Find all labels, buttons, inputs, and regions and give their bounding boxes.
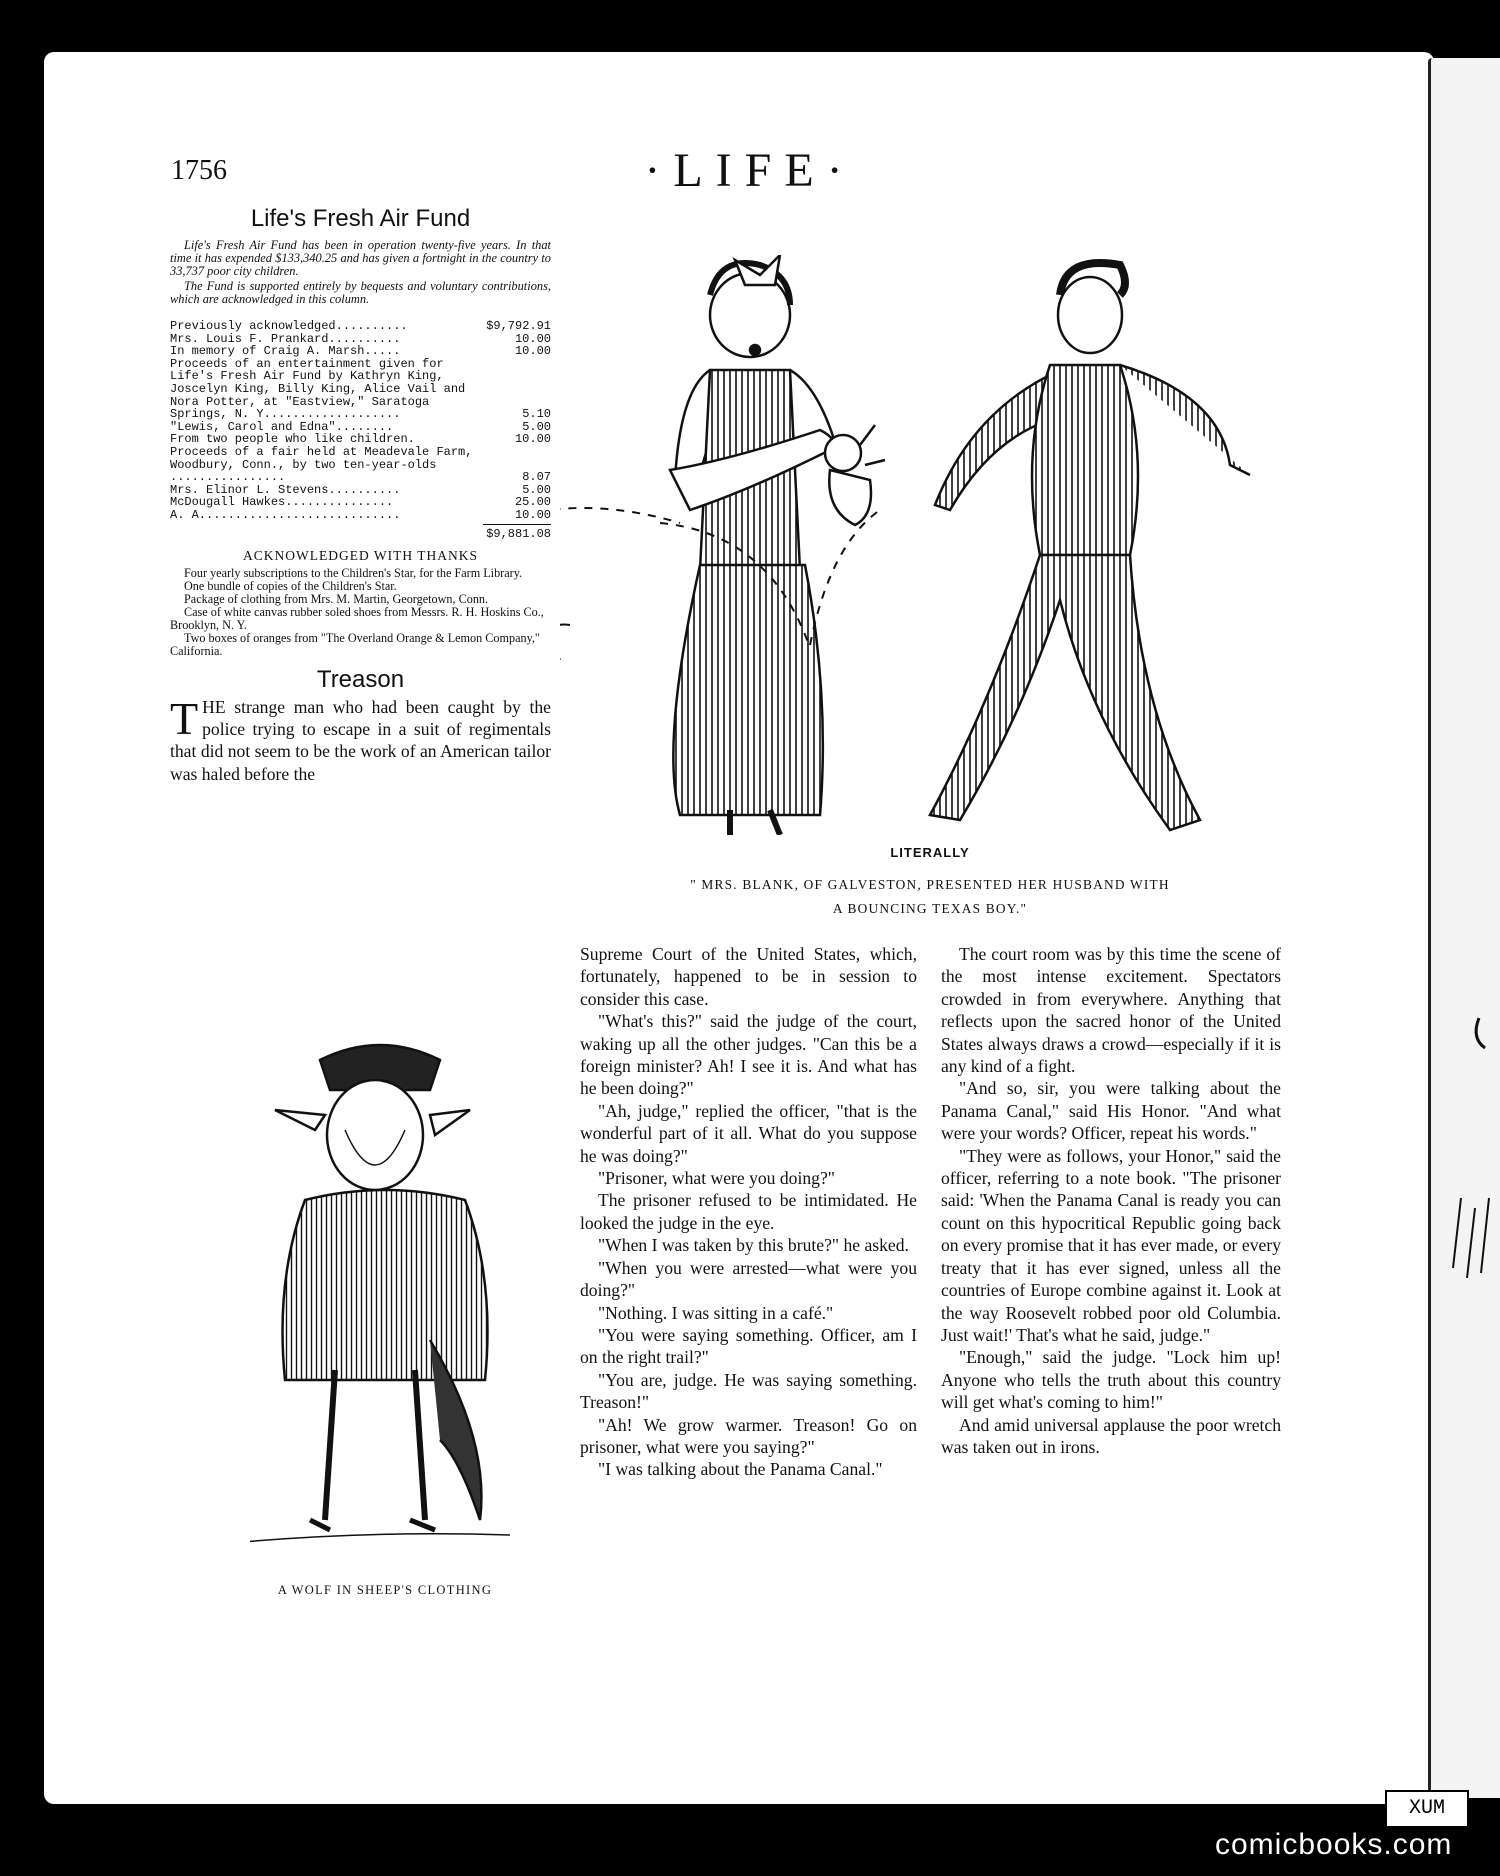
ledger-row: Mrs. Louis F. Prankard.......... 10.00 — [170, 331, 551, 346]
fresh-air-fund-heading: Life's Fresh Air Fund — [250, 205, 471, 232]
treason-heading: Treason — [316, 665, 405, 693]
left-column — [170, 205, 551, 785]
paragraph: "Nothing. I was sitting in a café." — [598, 1302, 834, 1323]
paragraph: "They were as follows, your Honor," said the officer, referring to a note book. "The prisoner said: 'When the Panama Canal is ready you can count on this hypocritical Republic going back on every promise that it has ever made, or every treaty that it has ever signed, unless all the countries of Europe combine against it. Look at the way Roosevelt robbed poor old Columbia. Just wait!' That's what he said, judge." — [941, 1145, 1281, 1345]
paragraph: "And so, sir, you were talking about the Panama Canal," said His Honor. "And what were your words? Officer, repeat his words." — [941, 1078, 1281, 1144]
paragraph: "I was talking about the Panama Canal." — [598, 1459, 883, 1480]
ledger-row: Proceeds of a fair held at Meadevale Farm, Woodbury, Conn., by two ten-year-olds ................ 8.07 — [170, 445, 551, 485]
ledger-row: A. A............................ 10.00 — [170, 507, 551, 522]
drop-cap: T — [170, 692, 199, 744]
paragraph: "You were saying something. Officer, am I on the right trail?" — [580, 1324, 917, 1368]
paragraph: The court room was by this time the scene of the most intense excitement. Spectators crowded in from everywhere. Anything that reflects upon the sacred honor of the United States always draws a crowd—especially if it is any kind of a fight. — [941, 944, 1281, 1077]
adjacent-page-edge — [1428, 58, 1500, 1798]
ledger-row: Previously acknowledged.......... $9,792.91 — [170, 319, 551, 333]
ledger-row: In memory of Craig A. Marsh..... 10.00 — [170, 344, 551, 359]
fund-ledger — [170, 320, 551, 522]
ledger-row: Proceeds of an entertainment given for Life's Fresh Air Fund by Kathryn King, Joscelyn King, Billy King, Alice Vail and Nora Potter, at "Eastview," Saratoga Springs, N. Y................... 5.10 — [170, 357, 551, 422]
cartoon-title: LITERALLY — [890, 845, 970, 860]
paragraph: And amid universal applause the poor wretch was taken out in irons. — [941, 1414, 1281, 1457]
wolf-caption: A WOLF IN SHEEP'S CLOTHING — [277, 1583, 493, 1597]
ack-item: One bundle of copies of the Children's Star. — [184, 578, 397, 593]
paragraph: "Ah! We grow warmer. Treason! Go on prisoner, what were you saying?" — [580, 1414, 917, 1457]
paragraph: "When I was taken by this brute?" he asked. — [598, 1235, 909, 1256]
paragraph: "Prisoner, what were you doing?" — [598, 1168, 835, 1189]
paragraph: The prisoner refused to be intimidated. He looked the judge in the eye. — [580, 1190, 917, 1233]
ledger-row: From two people who like children. 10.00 — [170, 432, 551, 447]
treason-column-2 — [580, 943, 917, 1481]
fund-intro-1: Life's Fresh Air Fund has been in operation twenty-five years. In that time it has expended $133,340.25 and has given a fortnight in the country to 33,737 poor city children. — [170, 238, 551, 278]
cartoon-literally-illustration — [560, 255, 1350, 835]
ledger-row: McDougall Hawkes............... 25.00 — [170, 495, 551, 510]
treason-opening — [170, 692, 551, 786]
paragraph: "When you were arrested—what were you doing?" — [580, 1257, 917, 1301]
ledger-row: "Lewis, Carol and Edna"........ 5.00 — [170, 419, 551, 434]
ack-item: Four yearly subscriptions to the Children's Star, for the Farm Library. — [184, 565, 523, 580]
paragraph: "Ah, judge," replied the officer, "that is the wonderful part of it all. What do you suppose he was doing?" — [580, 1100, 917, 1166]
acknowledged-heading: ACKNOWLEDGED WITH THANKS — [243, 547, 478, 563]
ledger-row: Mrs. Elinor L. Stevens.......... 5.00 — [170, 482, 551, 497]
page-number: 1756 — [171, 155, 227, 186]
ack-item: Case of white canvas rubber soled shoes from Messrs. R. H. Hoskins Co., Brooklyn, N. Y. — [170, 604, 544, 632]
cartoon-quote — [650, 873, 1210, 921]
treason-column-3 — [941, 943, 1281, 1458]
ledger-total: $9,881.08 — [486, 526, 551, 541]
masthead-life: ·LIFE· — [644, 144, 856, 197]
cartoon-quote-line: A BOUNCING TEXAS BOY." — [832, 901, 1028, 916]
paragraph: "Enough," said the judge. "Lock him up! Anyone who tells the truth about this country will get what's coming to him!" — [941, 1347, 1281, 1413]
ack-item: Package of clothing from Mrs. M. Martin, Georgetown, Conn. — [184, 591, 489, 606]
scan-stamp: XUM — [1385, 1790, 1469, 1828]
wolf-illustration — [250, 1040, 530, 1570]
treason-opening-text: HE strange man who had been caught by the police trying to escape in a suit of regimentals that did not seem to be the work of an American tailor was haled before the — [170, 696, 551, 784]
paragraph: "What's this?" said the judge of the court, waking up all the other judges. "Can this be a foreign minister? Ah! I see it is. And what has he been doing?" — [580, 1011, 917, 1099]
cartoon-quote-line: " MRS. BLANK, OF GALVESTON, PRESENTED HER HUSBAND WITH — [690, 877, 1170, 892]
paragraph: Supreme Court of the United States, which, fortunately, happened to be in session to consider this case. — [580, 944, 917, 1009]
paragraph: "You are, judge. He was saying something. Treason!" — [580, 1369, 917, 1413]
watermark: comicbooks.com — [1215, 1828, 1453, 1861]
ack-item: Two boxes of oranges from "The Overland Orange & Lemon Company," California. — [170, 630, 540, 658]
ledger-total-rule — [483, 524, 551, 525]
adjacent-page-sketch — [1431, 58, 1500, 1798]
fund-intro-2: The Fund is supported entirely by bequests and voluntary contributions, which are acknowledged in this column. — [170, 279, 551, 306]
